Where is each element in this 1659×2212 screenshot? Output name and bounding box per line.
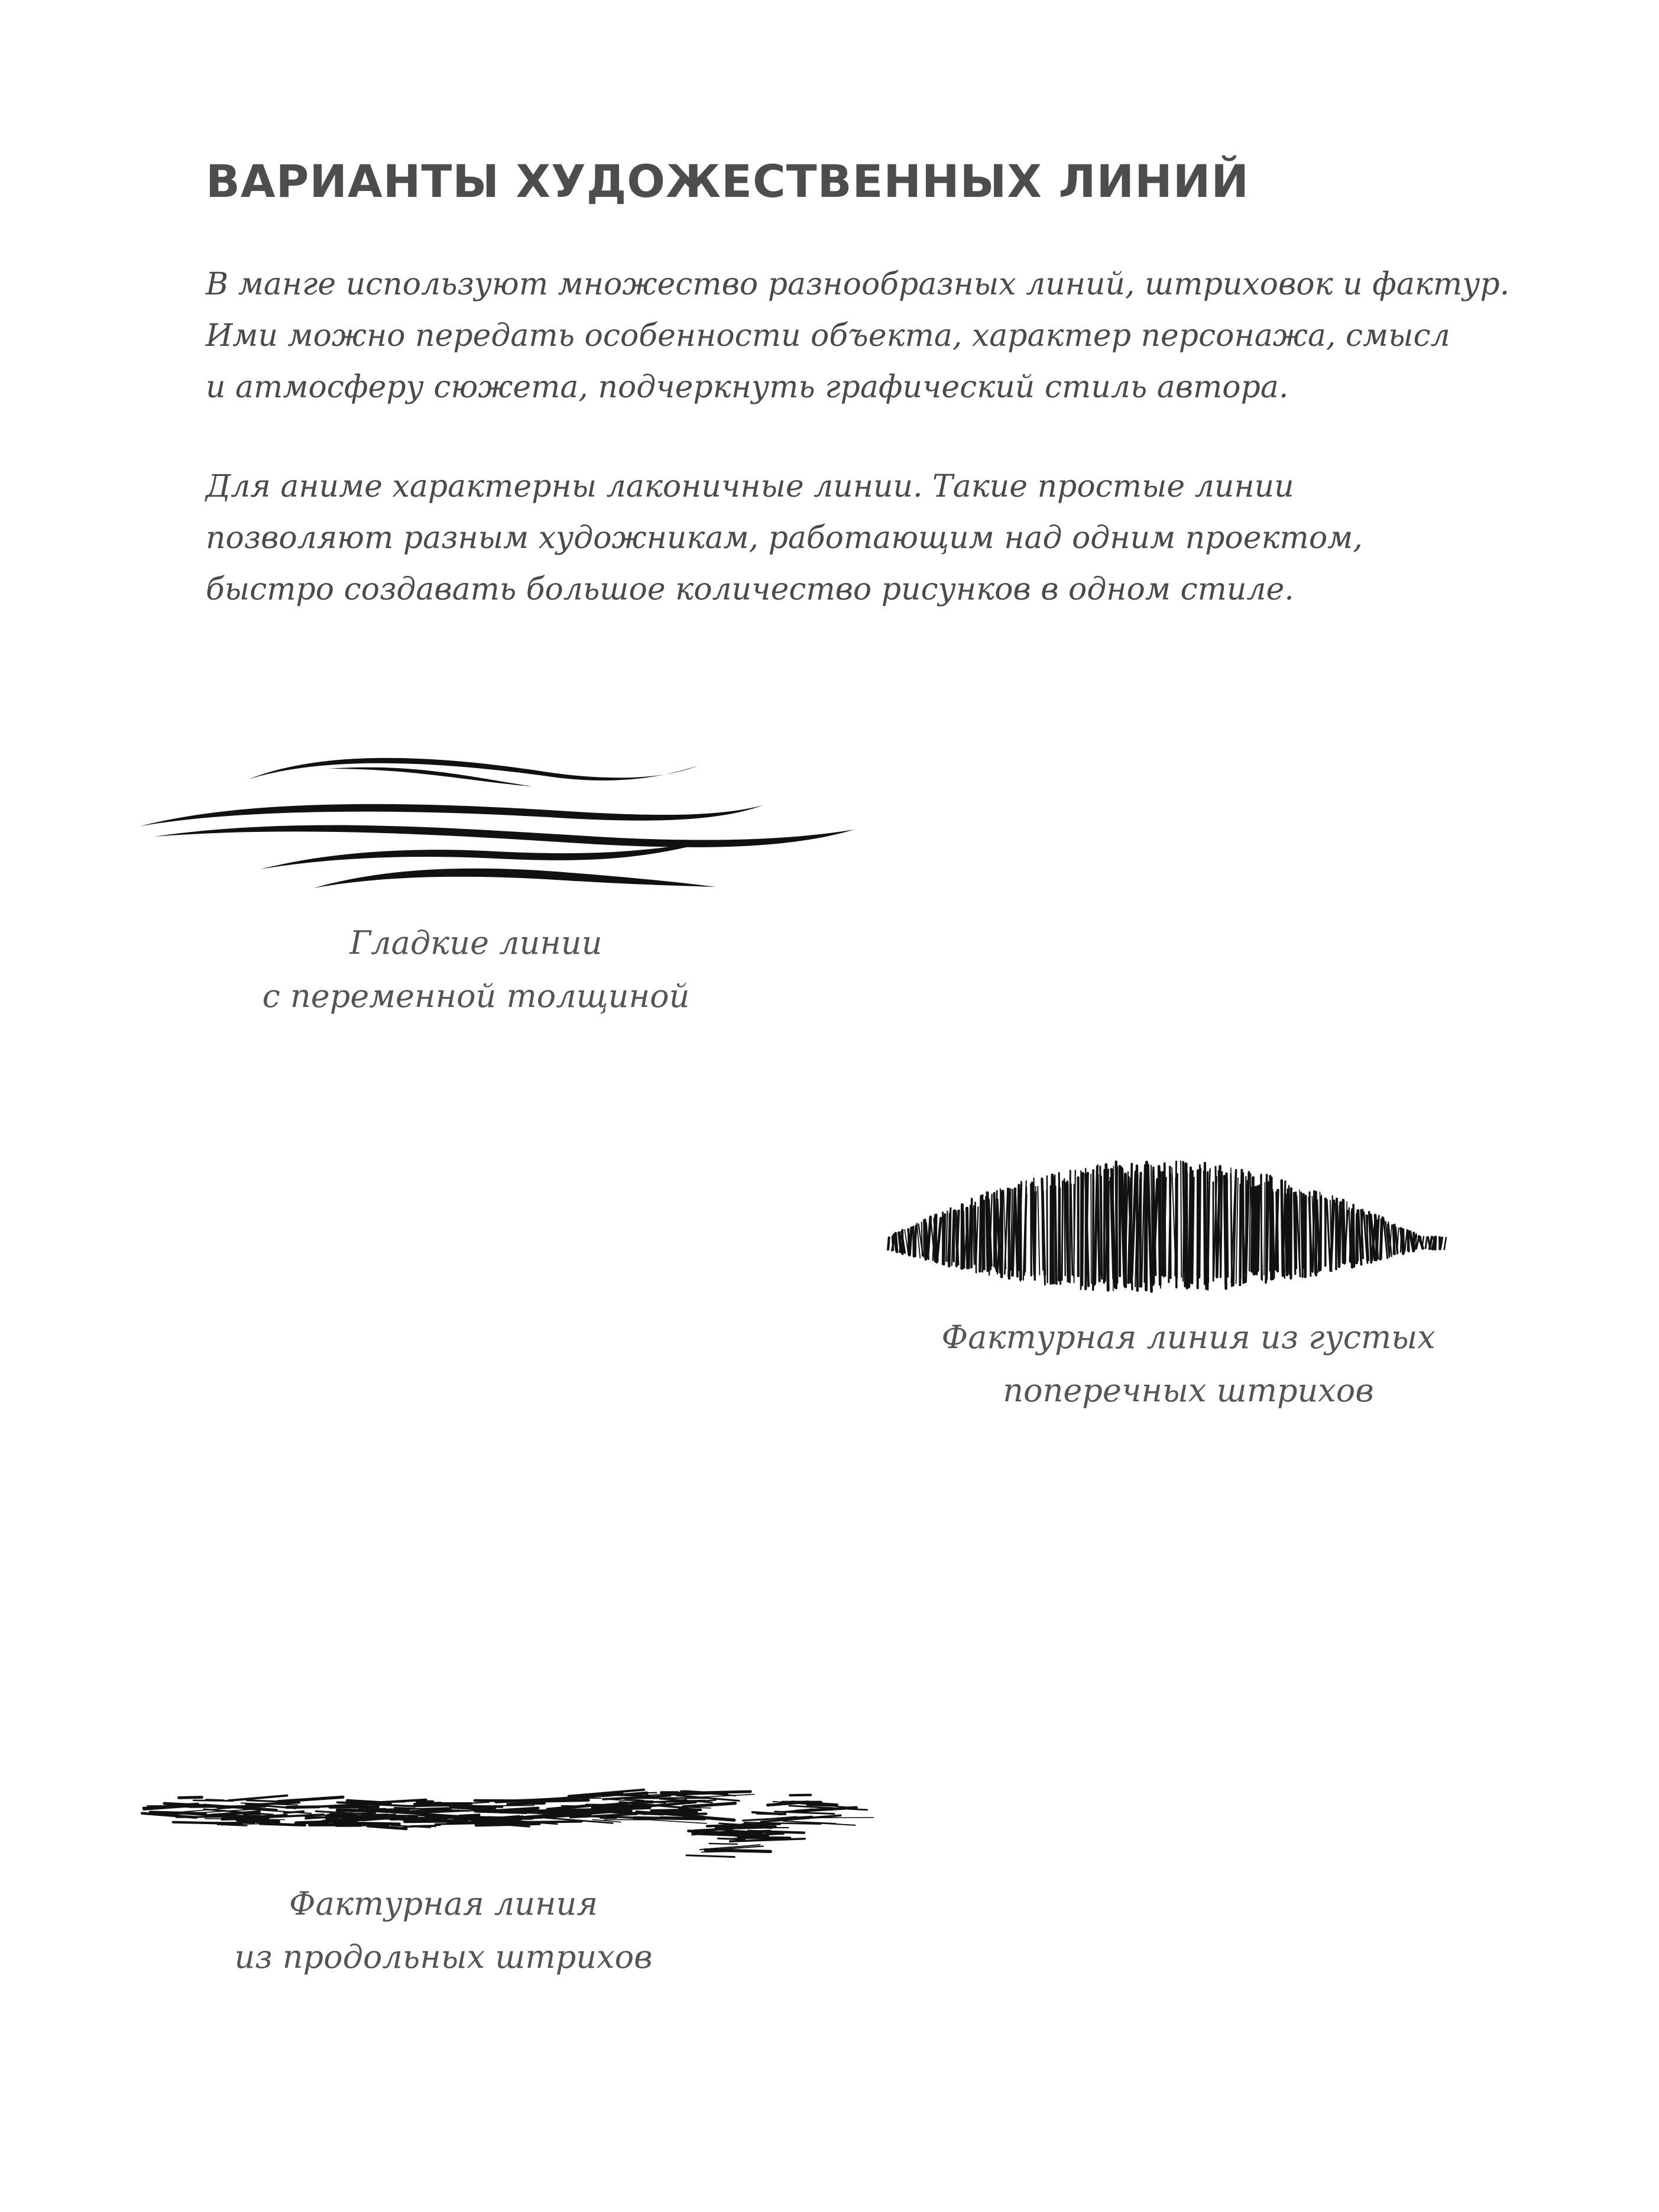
longitudinal-stroke — [757, 1826, 772, 1827]
transverse-stroke — [1146, 1162, 1147, 1290]
caption-transverse-line-2: поперечных штрихов — [1003, 1372, 1374, 1409]
transverse-stroke — [888, 1238, 889, 1249]
caption-longitudinal-strokes — [201, 1877, 686, 1984]
longitudinal-stroke — [767, 1802, 808, 1805]
caption-longitudinal-line-1: Фактурная линия — [289, 1885, 598, 1922]
transverse-stroke — [935, 1215, 936, 1261]
longitudinal-stroke — [454, 1817, 521, 1819]
transverse-stroke — [1435, 1237, 1436, 1249]
longitudinal-stroke — [187, 1807, 219, 1808]
transverse-stroke — [1018, 1185, 1019, 1269]
longitudinal-stroke — [686, 1855, 734, 1857]
transverse-stroke — [1394, 1225, 1395, 1254]
longitudinal-strokes-illustration — [142, 1790, 873, 1857]
transverse-stroke — [1217, 1167, 1220, 1277]
longitudinal-stroke — [587, 1811, 613, 1812]
longitudinal-stroke — [644, 1812, 686, 1814]
transverse-stroke — [1038, 1187, 1039, 1275]
transverse-stroke — [1097, 1174, 1099, 1281]
transverse-stroke — [967, 1208, 968, 1268]
longitudinal-stroke — [414, 1803, 440, 1804]
transverse-stroke — [1295, 1193, 1296, 1268]
longitudinal-stroke — [612, 1795, 650, 1796]
transverse-stroke — [909, 1228, 911, 1255]
transverse-stroke — [1367, 1216, 1368, 1260]
transverse-stroke — [1305, 1196, 1306, 1277]
transverse-stroke — [1288, 1186, 1289, 1273]
transverse-stroke — [1186, 1164, 1187, 1284]
transverse-stroke — [1199, 1168, 1200, 1277]
anime-line-1: Для аниме характерны лаконичные линии. Такие простые линии — [206, 469, 1294, 504]
transverse-stroke — [1031, 1184, 1032, 1275]
caption-smooth-line-1: Гладкие линии — [349, 924, 602, 961]
transverse-stroke — [1339, 1203, 1341, 1267]
transverse-stroke — [1233, 1170, 1236, 1285]
transverse-stroke — [1177, 1174, 1178, 1278]
longitudinal-stroke — [476, 1824, 539, 1825]
caption-smooth-lines — [231, 916, 721, 1023]
transverse-stroke — [1309, 1197, 1311, 1271]
transverse-strokes-illustration — [888, 1161, 1446, 1291]
transverse-stroke — [937, 1218, 941, 1262]
longitudinal-stroke — [757, 1813, 786, 1814]
longitudinal-stroke — [405, 1821, 465, 1822]
longitudinal-stroke — [450, 1806, 503, 1807]
transverse-stroke — [928, 1217, 931, 1257]
transverse-stroke — [980, 1196, 981, 1271]
transverse-stroke — [1113, 1166, 1114, 1291]
longitudinal-stroke — [194, 1800, 233, 1801]
smooth-lines-illustration — [141, 758, 854, 888]
longitudinal-stroke — [384, 1818, 442, 1819]
transverse-stroke — [1116, 1167, 1117, 1288]
caption-transverse-strokes — [922, 1311, 1454, 1417]
intro-line-3: и атмосферу сюжета, подчеркнуть графический стиль автора. — [206, 370, 1289, 405]
transverse-stroke — [969, 1206, 971, 1268]
transverse-stroke — [1353, 1205, 1354, 1267]
transverse-stroke — [1020, 1181, 1022, 1281]
transverse-stroke — [1043, 1191, 1045, 1285]
longitudinal-stroke — [258, 1802, 299, 1804]
anime-line-2: позволяют разным художникам, работающим над одним проектом, — [206, 520, 1363, 556]
transverse-stroke — [896, 1233, 897, 1252]
transverse-stroke — [1444, 1238, 1446, 1249]
transverse-stroke — [946, 1211, 947, 1261]
transverse-stroke — [1320, 1197, 1321, 1269]
longitudinal-stroke — [306, 1817, 335, 1818]
longitudinal-stroke — [508, 1802, 542, 1804]
transverse-stroke — [1331, 1201, 1334, 1267]
transverse-stroke — [1376, 1221, 1378, 1258]
anime-line-3: быстро создавать большое количество рисунков в одном стиле. — [206, 572, 1294, 607]
transverse-stroke — [915, 1226, 916, 1256]
caption-smooth-line-2: с переменной толщиной — [262, 977, 690, 1015]
longitudinal-stroke — [247, 1800, 281, 1802]
caption-transverse-line-1: Фактурная линия из густых — [941, 1319, 1436, 1356]
longitudinal-stroke — [296, 1821, 357, 1823]
longitudinal-stroke — [790, 1795, 811, 1796]
transverse-stroke — [971, 1199, 972, 1268]
transverse-stroke — [1192, 1178, 1193, 1283]
transverse-stroke — [1052, 1178, 1054, 1275]
transverse-stroke — [1264, 1183, 1265, 1275]
longitudinal-stroke — [205, 1819, 284, 1820]
caption-longitudinal-line-2: из продольных штрихов — [234, 1938, 653, 1975]
transverse-stroke — [1140, 1173, 1141, 1287]
longitudinal-stroke — [228, 1796, 287, 1801]
transverse-stroke — [944, 1215, 945, 1265]
longitudinal-stroke — [661, 1817, 682, 1818]
transverse-stroke — [1403, 1229, 1404, 1253]
longitudinal-stroke — [327, 1819, 353, 1820]
intro-line-1: В манге используют множество разнообразных линий, штриховок и фактур. — [206, 267, 1510, 302]
intro-line-2: Ими можно передать особенности объекта, характер персонажа, смысл — [206, 318, 1450, 354]
transverse-stroke — [1397, 1228, 1399, 1254]
page-title: ВАРИАНТЫ ХУДОЖЕСТВЕННЫХ ЛИНИЙ — [206, 155, 1249, 208]
longitudinal-stroke — [278, 1797, 343, 1801]
transverse-stroke — [1047, 1176, 1048, 1282]
longitudinal-stroke — [216, 1806, 266, 1807]
transverse-stroke — [1381, 1220, 1382, 1259]
transverse-stroke — [1071, 1184, 1072, 1275]
transverse-stroke — [1221, 1172, 1222, 1277]
